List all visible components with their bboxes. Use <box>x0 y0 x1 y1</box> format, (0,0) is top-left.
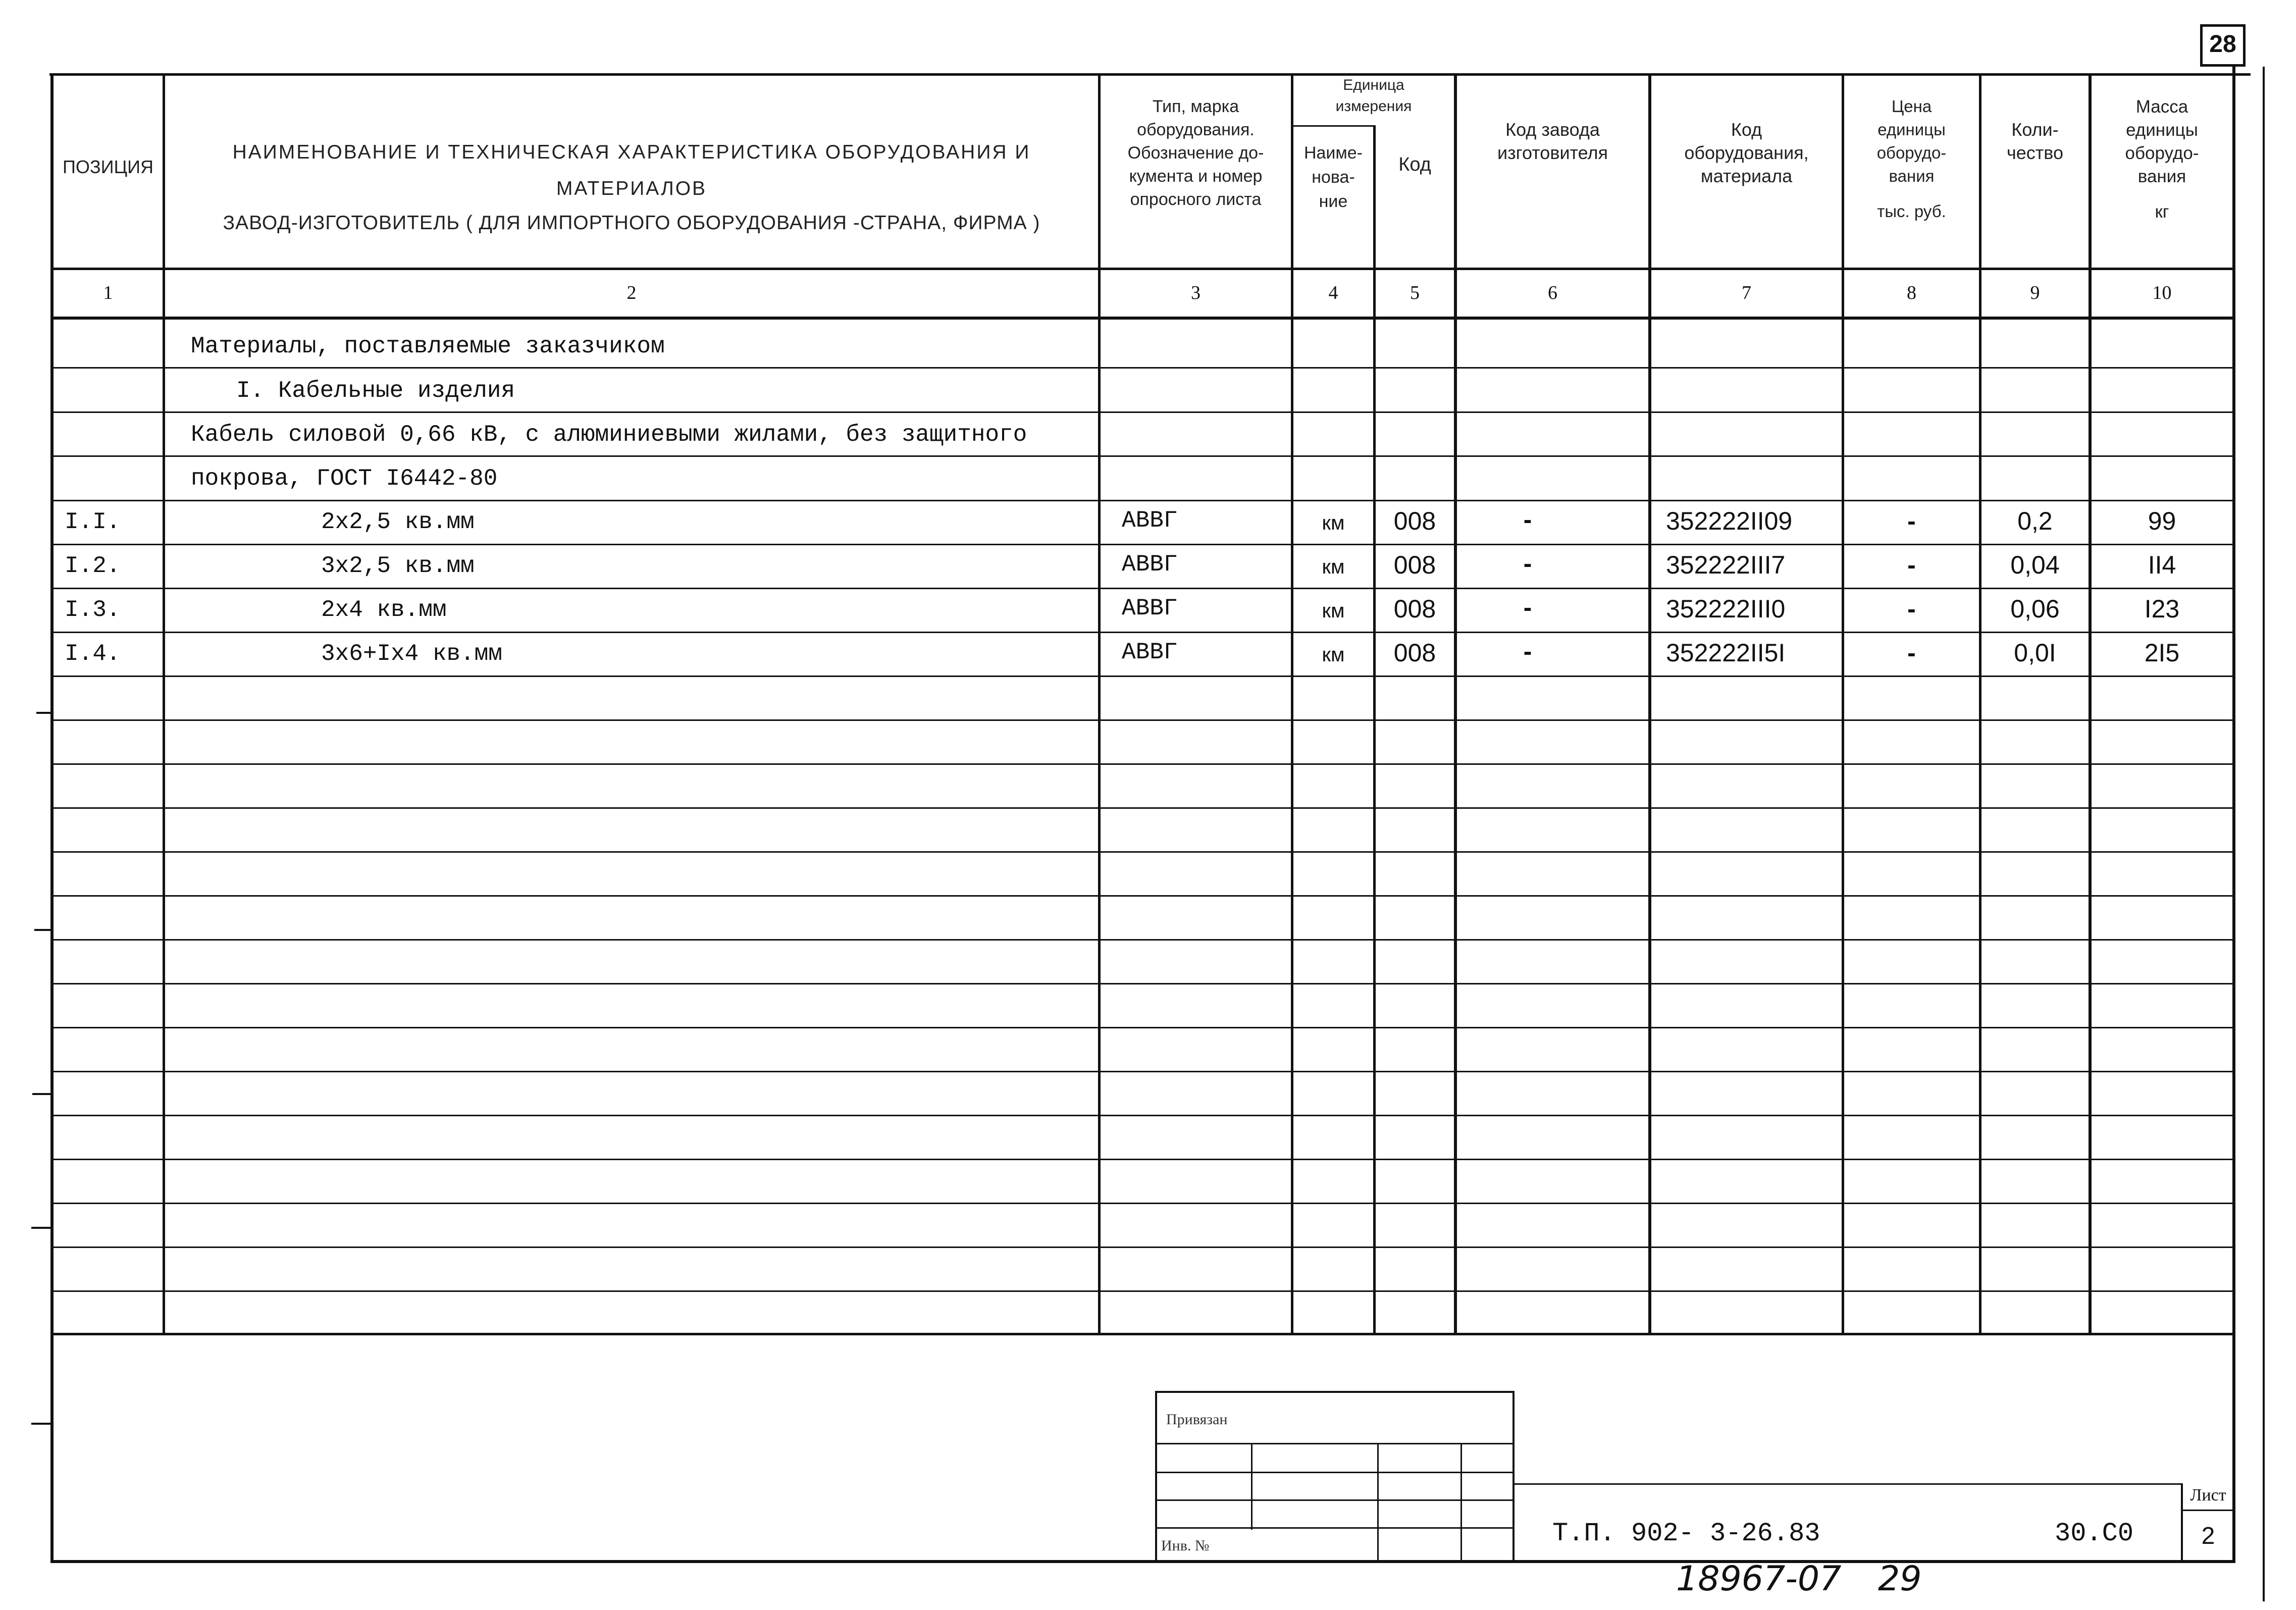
item-unit-code: 008 <box>1393 639 1436 667</box>
item-name: 2х2,5 кв.мм <box>321 509 475 535</box>
page-badge-number: 28 <box>2209 31 2236 58</box>
header-type-line5: опросного листа <box>1130 190 1262 209</box>
item-type: АВВГ <box>1122 507 1178 534</box>
row-line <box>50 1071 2235 1072</box>
row-line <box>50 632 2235 633</box>
column-number: 2 <box>627 282 637 303</box>
item-price: - <box>1907 595 1916 623</box>
header-material-code-line3: материала <box>1700 166 1793 186</box>
header-unit-group-line2: измерения <box>1335 98 1412 115</box>
row-line <box>50 1159 2235 1160</box>
header-price-line5: тыс. руб. <box>1877 202 1946 221</box>
row-line <box>50 1247 2235 1248</box>
sheet-label: Лист <box>2190 1486 2226 1504</box>
item-position: I.I. <box>65 509 121 535</box>
item-unit: км <box>1322 512 1345 534</box>
item-price: - <box>1907 551 1916 579</box>
header-quantity-line1: Коли- <box>2011 119 2059 140</box>
inventory-label: Инв. № <box>1161 1537 1210 1554</box>
item-position: I.4. <box>65 641 121 667</box>
item-material-code: 352222II5I <box>1666 639 1786 667</box>
section-heading: Материалы, поставляемые заказчиком <box>191 333 665 359</box>
col-line-2 <box>1098 73 1101 1335</box>
stamp-vline <box>1460 1443 1462 1563</box>
header-quantity-line2: чество <box>2006 142 2063 163</box>
row-line <box>50 676 2235 677</box>
attached-label: Привязан <box>1166 1411 1228 1428</box>
col-line-8 <box>1979 73 1981 1335</box>
row-line <box>50 763 2235 765</box>
margin-tick <box>34 929 51 931</box>
item-quantity: 0,04 <box>2010 551 2060 579</box>
col-line-5 <box>1454 73 1457 1335</box>
item-name: 3х6+Iх4 кв.мм <box>321 641 502 667</box>
table-top-border <box>49 73 2251 76</box>
header-price-line2: единицы <box>1877 120 1946 139</box>
item-mass: II4 <box>2148 551 2176 579</box>
item-description-cont: покрова, ГОСТ I6442-80 <box>191 465 498 492</box>
column-number: 5 <box>1410 282 1420 303</box>
margin-tick <box>36 712 51 714</box>
header-type-line1: Тип, марка <box>1152 97 1239 116</box>
column-number: 9 <box>2030 282 2040 303</box>
item-description: Кабель силовой 0,66 кВ, с алюминиевыми жилами, без защитного <box>191 422 1027 448</box>
column-number: 10 <box>2152 282 2172 303</box>
row-line <box>50 895 2235 897</box>
row-line <box>50 1290 2235 1292</box>
row-line <box>50 411 2235 413</box>
header-unit-code: Код <box>1398 154 1431 175</box>
header-type-line2: оборудования. <box>1137 120 1255 139</box>
header-price-line3: оборудо- <box>1876 143 1947 162</box>
row-line <box>50 1027 2235 1028</box>
item-type: АВВГ <box>1122 595 1178 621</box>
subsection-heading: I. Кабельные изделия <box>236 378 515 404</box>
header-mass-line3: оборудо- <box>2125 143 2199 163</box>
column-number: 8 <box>1907 282 1916 303</box>
col-line-6 <box>1648 73 1651 1335</box>
column-number: 7 <box>1742 282 1751 303</box>
row-line <box>50 544 2235 545</box>
item-mass: 2I5 <box>2144 639 2180 667</box>
header-price-line4: вания <box>1889 167 1935 185</box>
colnum-bottom-line <box>50 317 2235 320</box>
row-line <box>50 455 2235 457</box>
stamp-vline <box>1377 1443 1379 1563</box>
unit-group-line <box>1291 125 1376 127</box>
header-mass-line5: кг <box>2155 202 2169 222</box>
col-line-9 <box>2089 73 2092 1335</box>
item-factory-code: - <box>1523 593 1532 621</box>
row-line <box>50 1115 2235 1116</box>
sheet-number: 2 <box>2201 1523 2215 1549</box>
header-position: ПОЗИЦИЯ <box>63 157 153 177</box>
row-line <box>50 983 2235 984</box>
header-type-line3: Обозначение до- <box>1127 143 1264 163</box>
item-factory-code: - <box>1523 549 1532 578</box>
header-unit-name-line1: Наиме- <box>1303 143 1363 163</box>
header-bottom-line <box>50 268 2235 270</box>
table-body-bottom <box>50 1333 2235 1335</box>
item-quantity: 0,06 <box>2010 595 2060 623</box>
row-line <box>50 588 2235 589</box>
header-mass-line2: единицы <box>2126 120 2198 140</box>
handwritten-number: 18967-07 <box>1676 1559 1842 1599</box>
header-mass-line1: Масса <box>2135 97 2188 117</box>
column-number: 1 <box>103 282 113 303</box>
item-mass: 99 <box>2148 507 2176 535</box>
item-material-code: 352222III0 <box>1666 595 1786 623</box>
item-unit: км <box>1322 556 1345 578</box>
document-section: 30.С0 <box>2055 1519 2134 1548</box>
header-unit-name-line2: нова- <box>1312 168 1355 187</box>
row-line <box>50 939 2235 941</box>
margin-tick <box>32 1093 51 1095</box>
item-quantity: 0,2 <box>2017 507 2053 535</box>
item-factory-code: - <box>1523 505 1532 534</box>
item-unit: км <box>1322 600 1345 622</box>
header-unit-group-line1: Единица <box>1343 77 1404 93</box>
col-line-7 <box>1842 73 1844 1335</box>
handwritten-page: 29 <box>1878 1559 1922 1599</box>
item-factory-code: - <box>1523 637 1532 665</box>
row-line <box>50 807 2235 809</box>
sheet-box-divider <box>2181 1510 2235 1511</box>
item-type: АВВГ <box>1122 551 1178 578</box>
row-line <box>50 1203 2235 1204</box>
item-material-code: 352222II09 <box>1666 507 1793 535</box>
item-unit-code: 008 <box>1393 507 1436 535</box>
document-code: Т.П. 902- 3-26.83 <box>1552 1519 1820 1548</box>
header-factory-code-line1: Код завода <box>1505 119 1600 140</box>
column-number: 4 <box>1328 282 1338 303</box>
column-number: 3 <box>1191 282 1201 303</box>
item-material-code: 352222III7 <box>1666 551 1786 579</box>
header-name-line1: НАИМЕНОВАНИЕ И ТЕХНИЧЕСКАЯ ХАРАКТЕРИСТИКА ОБОРУДОВАНИЯ И <box>232 141 1031 163</box>
col-line-4 <box>1373 125 1376 1335</box>
page-right-edge <box>2263 67 2265 1601</box>
header-unit-name-line3: ние <box>1319 192 1348 211</box>
stamp-vline <box>1251 1443 1253 1530</box>
header-name-line3: ЗАВОД-ИЗГОТОВИТЕЛЬ ( ДЛЯ ИМПОРТНОГО ОБОРУДОВАНИЯ -СТРАНА, ФИРМА ) <box>223 212 1040 234</box>
column-number: 6 <box>1548 282 1557 303</box>
header-name-line2: МАТЕРИАЛОВ <box>556 178 707 199</box>
row-line <box>50 851 2235 853</box>
item-price: - <box>1907 639 1916 667</box>
margin-tick <box>31 1227 51 1229</box>
item-name: 2х4 кв.мм <box>321 597 447 623</box>
title-strip-top <box>1515 1483 2181 1485</box>
header-factory-code-line2: изготовителя <box>1497 142 1608 163</box>
row-line <box>50 367 2235 369</box>
row-line <box>50 500 2235 501</box>
item-position: I.3. <box>65 597 121 623</box>
item-unit-code: 008 <box>1393 595 1436 623</box>
item-unit: км <box>1322 644 1345 666</box>
margin-tick <box>31 1423 51 1425</box>
item-unit-code: 008 <box>1393 551 1436 579</box>
header-price-line1: Цена <box>1891 97 1932 116</box>
header-material-code-line1: Код <box>1731 119 1762 140</box>
item-name: 3х2,5 кв.мм <box>321 553 475 579</box>
header-mass-line4: вания <box>2137 167 2186 186</box>
item-quantity: 0,0I <box>2014 639 2056 667</box>
item-type: АВВГ <box>1122 639 1178 665</box>
col-line-3 <box>1291 73 1293 1335</box>
header-type-line4: кумента и номер <box>1129 167 1263 186</box>
header-material-code-line2: оборудования, <box>1684 142 1809 163</box>
col-line-1 <box>163 73 165 1335</box>
item-position: I.2. <box>65 553 121 579</box>
item-price: - <box>1907 507 1916 535</box>
item-mass: I23 <box>2144 595 2180 623</box>
row-line <box>50 719 2235 721</box>
table-right-border <box>2232 67 2235 1563</box>
